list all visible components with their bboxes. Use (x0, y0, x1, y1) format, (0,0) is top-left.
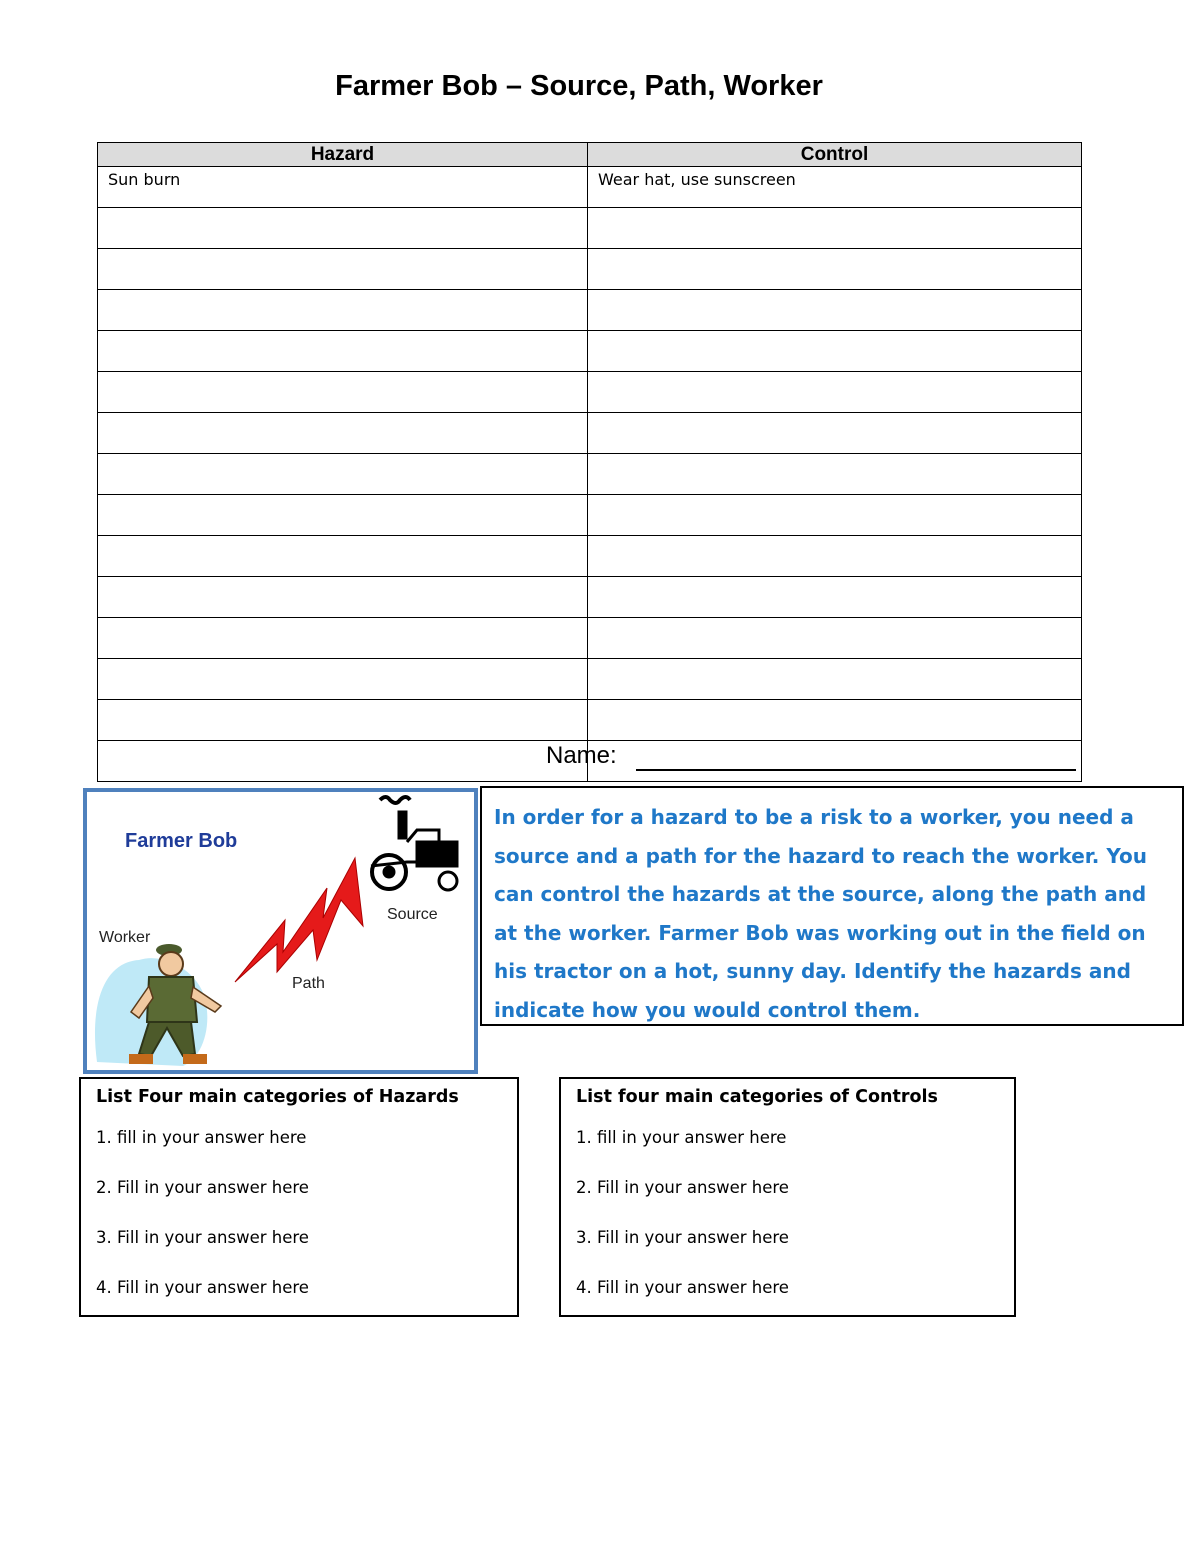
name-underline[interactable] (636, 769, 1076, 771)
hazard-answer-3[interactable]: 3. Fill in your answer here (96, 1228, 309, 1247)
control-answer-4[interactable]: 4. Fill in your answer here (576, 1278, 789, 1297)
worker-icon (95, 944, 221, 1066)
hazard-column-header: Hazard (98, 143, 588, 167)
page-title: Farmer Bob – Source, Path, Worker (335, 70, 823, 102)
hazard-cell[interactable] (98, 290, 588, 331)
table-row (98, 454, 1082, 495)
control-column-header: Control (588, 143, 1082, 167)
table-row (98, 495, 1082, 536)
control-answer-1[interactable]: 1. fill in your answer here (576, 1128, 787, 1147)
control-cell[interactable] (588, 536, 1082, 577)
name-label: Name: (546, 742, 617, 769)
hazard-cell[interactable] (98, 495, 588, 536)
instructions-box: In order for a hazard to be a risk to a worker, you need a source and a path for the hazard to reach the worker. You can control the hazards at the source, along the path and at the worker. Farmer Bob was working out in the field on his tractor on a hot, sunny day. Identify the hazards and indicate how you would control them. (480, 786, 1184, 1026)
control-cell[interactable] (588, 700, 1082, 741)
farmer-bob-illustration (83, 788, 478, 1074)
hazard-cell[interactable] (98, 413, 588, 454)
hazards-category-box (79, 1077, 519, 1317)
control-answer-3[interactable]: 3. Fill in your answer here (576, 1228, 789, 1247)
hazard-cell[interactable]: Sun burn (98, 167, 588, 208)
table-row (98, 618, 1082, 659)
hazards-list-heading: List Four main categories of Hazards (96, 1087, 459, 1107)
table-row (98, 413, 1082, 454)
hazard-cell[interactable] (98, 700, 588, 741)
hazard-cell[interactable] (98, 618, 588, 659)
table-body (98, 167, 1082, 782)
hazard-cell[interactable] (98, 372, 588, 413)
hazard-cell[interactable] (98, 331, 588, 372)
table-row (98, 290, 1082, 331)
control-cell[interactable] (588, 454, 1082, 495)
hazard-cell[interactable] (98, 659, 588, 700)
table-row (98, 331, 1082, 372)
hazard-cell[interactable] (98, 577, 588, 618)
control-cell[interactable] (588, 290, 1082, 331)
control-answer-2[interactable]: 2. Fill in your answer here (576, 1178, 789, 1197)
worker-label: Worker (99, 929, 151, 946)
controls-list-heading: List four main categories of Controls (576, 1087, 938, 1107)
hazard-answer-1[interactable]: 1. fill in your answer here (96, 1128, 307, 1147)
hazard-cell[interactable] (98, 454, 588, 495)
table-row (98, 249, 1082, 290)
control-cell[interactable] (588, 495, 1082, 536)
hazard-control-table (97, 142, 1082, 782)
path-label: Path (292, 975, 325, 992)
hazard-answer-4[interactable]: 4. Fill in your answer here (96, 1278, 309, 1297)
controls-category-box (559, 1077, 1016, 1317)
control-cell[interactable]: Wear hat, use sunscreen (588, 167, 1082, 208)
hazard-cell[interactable] (98, 249, 588, 290)
table-row (98, 536, 1082, 577)
hazard-cell[interactable] (98, 536, 588, 577)
control-cell[interactable] (588, 249, 1082, 290)
control-cell[interactable] (588, 372, 1082, 413)
control-cell[interactable] (588, 577, 1082, 618)
hazard-cell[interactable] (98, 208, 588, 249)
table-row (98, 659, 1082, 700)
illustration-title: Farmer Bob (125, 830, 238, 852)
source-label: Source (387, 906, 438, 923)
control-cell[interactable] (588, 331, 1082, 372)
table-row (98, 700, 1082, 741)
lightning-bolt-icon (235, 858, 363, 982)
tractor-icon (371, 797, 457, 890)
control-cell[interactable] (588, 618, 1082, 659)
hazard-cell[interactable] (98, 741, 588, 782)
table-header-row (98, 143, 1082, 167)
control-cell[interactable] (588, 208, 1082, 249)
table-row (98, 208, 1082, 249)
hazard-answer-2[interactable]: 2. Fill in your answer here (96, 1178, 309, 1197)
illustration-svg (87, 792, 474, 1070)
control-cell[interactable] (588, 413, 1082, 454)
name-field[interactable] (546, 742, 1086, 776)
table-row (98, 372, 1082, 413)
control-cell[interactable] (588, 659, 1082, 700)
table-row (98, 577, 1082, 618)
table-row (98, 167, 1082, 208)
